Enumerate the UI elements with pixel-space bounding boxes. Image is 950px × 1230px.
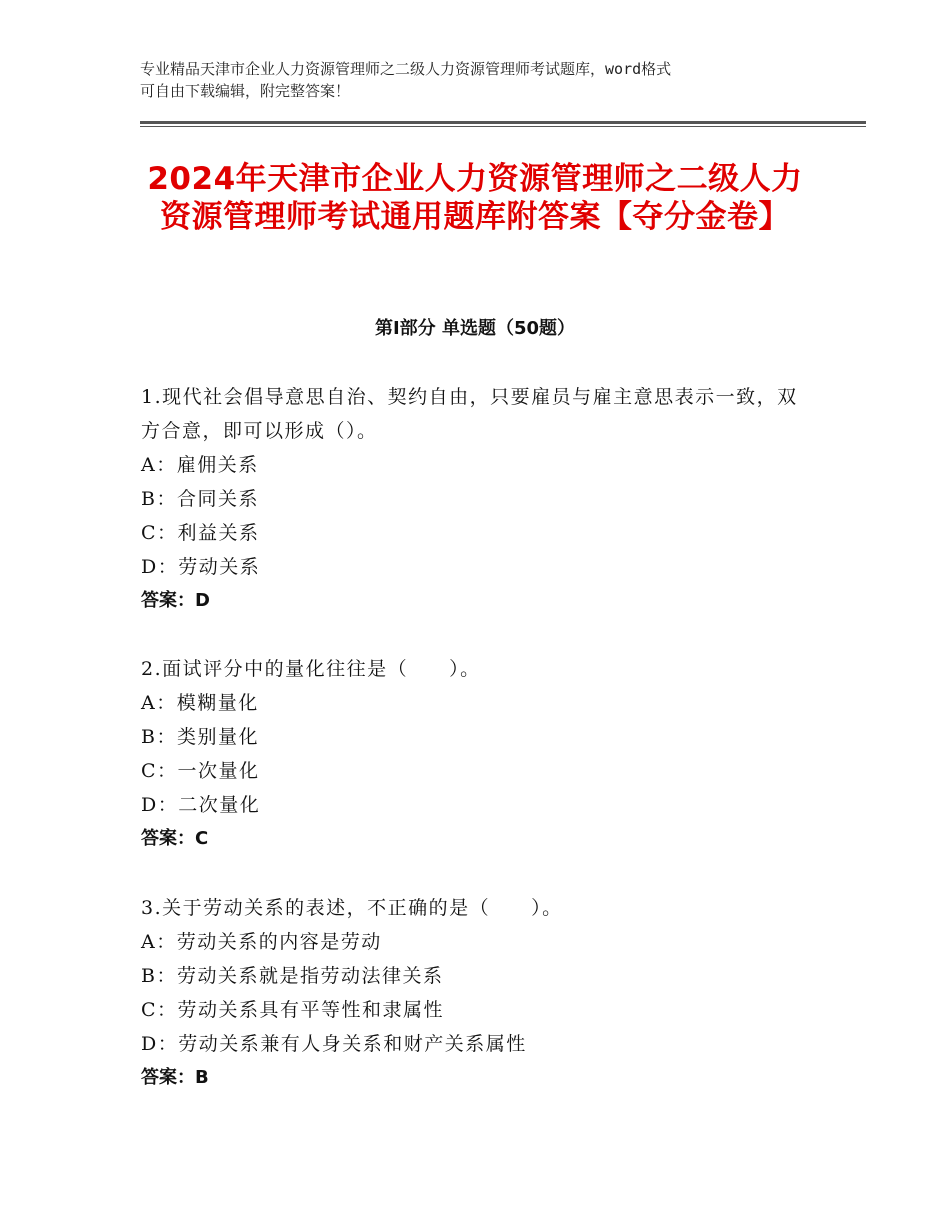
option-b: B：类别量化 [141,726,259,748]
option-c: C：利益关系 [141,522,260,544]
option-d: D：劳动关系 [141,556,261,578]
question-stem: 3.关于劳动关系的表述，不正确的是（ ）。 [141,897,563,919]
section-title: 第Ⅰ部分 单选题（50题） [374,318,575,339]
document-header-note [140,58,820,102]
option-a: A：模糊量化 [141,692,259,714]
question-block-1 [141,380,841,618]
option-d: D：劳动关系兼有人身关系和财产关系属性 [141,1033,527,1055]
option-c: C：一次量化 [141,760,260,782]
answer-line: 答案：D [141,590,210,611]
option-a: A：雇佣关系 [141,454,259,476]
question-block-2 [141,652,841,856]
question-stem: 2.面试评分中的量化往往是（ ）。 [141,658,481,680]
header-note-line-1: 专业精品天津市企业人力资源管理师之二级人力资源管理师考试题库，word格式 [140,60,672,78]
option-b: B：合同关系 [141,488,259,510]
option-a: A：劳动关系的内容是劳动 [141,931,382,953]
document-title: 2024年天津市企业人力资源管理师之二级人力资源管理师考试通用题库附答案【夺分金卷】 [147,161,803,235]
header-divider-thin [140,126,866,127]
question-stem: 1.现代社会倡导意思自治、契约自由，只要雇员与雇主意思表示一致，双方合意，即可以形成（）。 [141,386,798,442]
option-d: D：二次量化 [141,794,261,816]
answer-line: 答案：C [141,828,209,849]
header-note-line-2: 可自由下载编辑，附完整答案！ [140,82,351,100]
answer-line: 答案：B [141,1067,209,1088]
option-c: C：劳动关系具有平等性和隶属性 [141,999,445,1021]
option-b: B：劳动关系就是指劳动法律关系 [141,965,444,987]
header-divider-thick [140,121,866,124]
question-block-3 [141,891,841,1095]
